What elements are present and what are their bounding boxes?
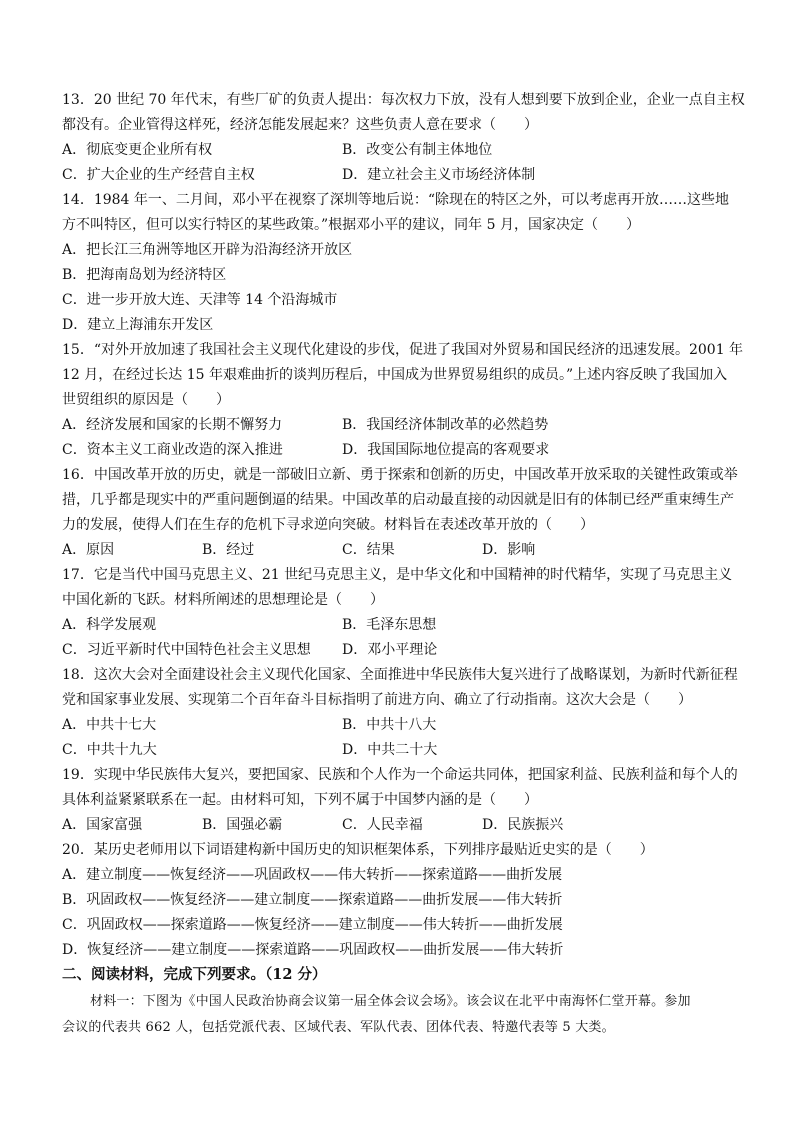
q14-option-d: D．建立上海浦东开发区: [62, 317, 214, 333]
q16-stem-line1: 16．中国改革开放的历史，就是一部破旧立新、勇于探索和创新的历史，中国改革开放采取的关键性政策或举: [62, 467, 738, 483]
q15-option-b: B．我国经济体制改革的必然趋势: [342, 417, 549, 433]
q18-stem-line1: 18．这次大会对全面建设社会主义现代化国家、全面推进中华民族伟大复兴进行了战略谋划，为新时代新征程: [62, 667, 738, 683]
q13-stem-line2: 都没有。企业管得这样死，经济怎能发展起来？这些负责人意在要求（ ）: [62, 117, 538, 133]
q16-stem-line3: 力的发展，使得人们在生存的危机下寻求逆向突破。材料旨在表述改革开放的（ ）: [62, 517, 594, 533]
section2-heading: 二、阅读材料，完成下列要求。（12 分）: [62, 966, 327, 983]
q15-stem-line1: 15．“对外开放加速了我国社会主义现代化建设的步伐，促进了我国对外贸易和国民经济的迅速发展。2001 年: [62, 342, 744, 358]
material1-line2: 会议的代表共 662 人，包括党派代表、区域代表、军队代表、团体代表、特邀代表等 5 大类。: [62, 1020, 615, 1035]
material1-line1: 材料一：下图为《中国人民政治协商会议第一届全体会议会场》。该会议在北平中南海怀仁堂开幕。参加: [90, 994, 691, 1009]
q15-option-c: C．资本主义工商业改造的深入推进: [62, 442, 283, 458]
q18-option-a: A．中共十七大: [62, 717, 157, 733]
q13-stem-line1: 13．20 世纪 70 年代末，有些厂矿的负责人提出：每次权力下放，没有人想到要下放到企业，企业一点自主权: [62, 92, 745, 108]
q18-option-b: B．中共十八大: [342, 717, 437, 733]
q13-option-b: B．改变公有制主体地位: [342, 142, 493, 158]
q16-option-a: A．原因: [62, 542, 115, 558]
q20-option-a: A．建立制度——恢复经济——巩固政权——伟大转折——探索道路——曲折发展: [62, 867, 563, 883]
q14-stem-line1: 14．1984 年一、二月间，邓小平在视察了深圳等地后说：“除现在的特区之外，可以考虑再开放……这些地: [62, 192, 730, 208]
q18-stem-line2: 党和国家事业发展、实现第二个百年奋斗目标指明了前进方向、确立了行动指南。这次大会是（ ）: [62, 692, 692, 708]
q13-option-d: D．建立社会主义市场经济体制: [342, 167, 536, 183]
q13-option-c: C．扩大企业的生产经营自主权: [62, 167, 255, 183]
q18-option-c: C．中共十九大: [62, 742, 157, 758]
q15-option-a: A．经济发展和国家的长期不懈努力: [62, 417, 283, 433]
q19-stem-line1: 19．实现中华民族伟大复兴，要把国家、民族和个人作为一个命运共同体，把国家利益、民族利益和每个人的: [62, 767, 738, 783]
q17-stem-line2: 中国化新的飞跃。材料所阐述的思想理论是（ ）: [62, 592, 384, 608]
q19-option-c: C．人民幸福: [342, 817, 423, 833]
q14-stem-line2: 方不叫特区，但可以实行特区的某些政策。”根据邓小平的建议，同年 5 月，国家决定（ ）: [62, 217, 640, 233]
q18-option-d: D．中共二十大: [342, 742, 438, 758]
q19-option-d: D．民族振兴: [482, 817, 564, 833]
q14-option-a: A．把长江三角洲等地区开辟为沿海经济开放区: [62, 242, 353, 258]
q15-stem-line3: 世贸组织的原因是（ ）: [62, 392, 230, 408]
q15-stem-line2: 12 月，在经过长达 15 年艰难曲折的谈判历程后，中国成为世界贸易组织的成员。”上述内容反映了我国加入: [62, 367, 728, 383]
q19-stem-line2: 具体利益紧紧联系在一起。由材料可知，下列不属于中国梦内涵的是（ ）: [62, 792, 538, 808]
q16-stem-line2: 措，几乎都是现实中的严重问题倒逼的结果。中国改革的启动最直接的动因就是旧有的体制已经严重束缚生产: [62, 492, 734, 508]
q13-option-a: A．彻底变更企业所有权: [62, 142, 213, 158]
q16-option-c: C．结果: [342, 542, 395, 558]
q20-option-c: C．巩固政权——探索道路——恢复经济——建立制度——伟大转折——曲折发展: [62, 917, 563, 933]
q20-option-b: B．巩固政权——恢复经济——建立制度——探索道路——曲折发展——伟大转折: [62, 892, 563, 908]
q17-option-c: C．习近平新时代中国特色社会主义思想: [62, 642, 311, 658]
q19-option-a: A．国家富强: [62, 817, 143, 833]
q20-stem-line1: 20．某历史老师用以下词语建构新中国历史的知识框架体系，下列排序最贴近史实的是（ ）: [62, 842, 654, 858]
q20-option-d: D．恢复经济——建立制度——探索道路——巩固政权——曲折发展——伟大转折: [62, 942, 564, 958]
q17-stem-line1: 17．它是当代中国马克思主义、21 世纪马克思主义，是中华文化和中国精神的时代精华，实现了马克思主义: [62, 567, 733, 583]
q19-option-b: B．国强必霸: [202, 817, 283, 833]
q15-option-d: D．我国国际地位提高的客观要求: [342, 442, 550, 458]
q17-option-d: D．邓小平理论: [342, 642, 438, 658]
q14-option-c: C．进一步开放大连、天津等 14 个沿海城市: [62, 292, 338, 308]
q17-option-b: B．毛泽东思想: [342, 617, 437, 633]
q14-option-b: B．把海南岛划为经济特区: [62, 267, 227, 283]
q16-option-d: D．影响: [482, 542, 536, 558]
q17-option-a: A．科学发展观: [62, 617, 157, 633]
q16-option-b: B．经过: [202, 542, 255, 558]
